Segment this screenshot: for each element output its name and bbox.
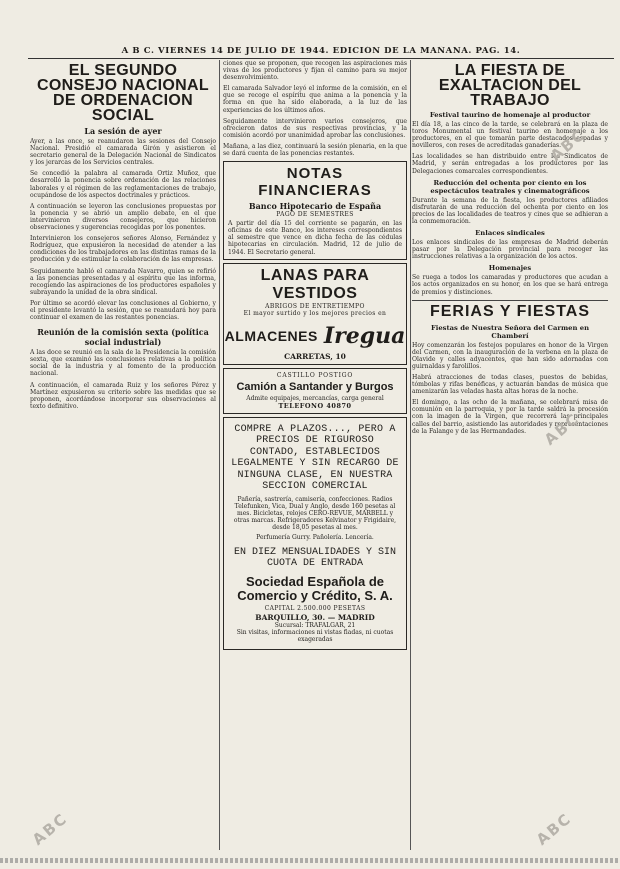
ad-text: A partir del día 15 del corriente se pagarán, en las oficinas de este Banco, los intereses correspondientes al semestre que vence en dicha fecha de las cédulas hipotecarias en circulación. Madrid, 12 de julio de 1944. El Secretario general. [228, 220, 402, 256]
column-divider [410, 60, 411, 850]
article-paragraph: Por último se acordó elevar las conclusiones al Gobierno, y el presidente levantó la sesión, que se reanudará hoy para continuar el examen de las restantes ponencias. [30, 299, 216, 322]
column-center [223, 60, 407, 850]
abc-watermark: ABC [546, 125, 590, 165]
article-paragraph: El camarada Salvador leyó el informe de la comisión, en el que se recoge el espíritu que anima a la ponencia y la forma en que ha sido elaborada, a la luz de las experiencias de los últimos años. [223, 85, 407, 114]
abc-watermark: ABC [532, 809, 576, 849]
article-subhead: Enlaces sindicales [475, 229, 545, 238]
article-paragraph: Seguidamente habló el camarada Navarro, quien se refirió a las ponencias presentadas y al espíritu que las informa, recogiendo las aspiraciones de los productores españoles y subrayando la unidad de la obra sindical. [30, 267, 216, 296]
article-paragraph: Seguidamente intervinieron varios consejeros, que ofrecieron datos de sus respectivas provincias, y la comisión acordó por unanimidad aprobar las conclusiones. [223, 117, 407, 139]
ad-title: NOTAS FINANCIERAS [258, 165, 372, 200]
section-headline: FERIAS Y FIESTAS [429, 302, 591, 320]
ad-text: Perfumería Gurry. Pañolería. Lencería. [256, 533, 374, 541]
article-paragraph: Mañana, a las diez, continuará la sesión plenaria, en la que se dará cuenta de las ponencias restantes. [223, 142, 407, 158]
header-rule [28, 58, 614, 59]
ad-brand-row [224, 322, 406, 349]
ad-company-name: Sociedad Española de Comercio y Crédito, S. A. [237, 573, 393, 603]
ad-brand-prefix: ALMACENES [224, 327, 318, 344]
article-headline: LA FIESTA DE EXALTACION DEL TRABAJO [438, 62, 582, 109]
ad-phone: TELEFONO 40870 [278, 401, 352, 410]
article-paragraph: Intervinieron los consejeros señores Alonso, Fernández y Rodríguez, que expusieron la necesidad de atender a las condiciones de los trabajadores en las distintas ramas de la producción y de estimular la colaboración de las empresas. [30, 235, 216, 264]
ad-headline: EN DIEZ MENSUALIDADES Y SIN CUOTA DE ENTRADA [233, 546, 397, 570]
article-subhead: Reducción del ochenta por ciento en los espectáculos teatrales y cinematográficos [430, 178, 590, 195]
article-paragraph: Las localidades se han distribuido entre los Sindicatos de Madrid, y serán entregadas a los productores por las Delegaciones comarcales correspondientes. [412, 153, 608, 175]
article-paragraph: El domingo, a las ocho de la mañana, se celebrará misa de comunión en la parroquia, y por la tarde saldrá la procesión con la imagen de la Virgen, que recorrerá las principales calles del barrio, asistiendo las autoridades y representaciones de la Falange y de las Hermandades. [412, 399, 608, 435]
article-paragraph: El día 18, a las cinco de la tarde, se celebrará en la plaza de toros Monumental un festival taurino en homenaje a los productores, en el que tomarán parte destacados espadas y novilleros, con reses de acreditadas ganaderías. [412, 121, 608, 150]
ad-address: CARRETAS, 10 [284, 351, 346, 361]
article-subhead: Fiestas de Nuestra Señora del Carmen en Chamberí [430, 323, 590, 340]
column-divider [219, 60, 220, 850]
article-paragraph: Ayer, a las once, se reanudaron las sesiones del Consejo Nacional. Presidió el camarada Girón y asistieron el secretario general de la Delegación Nacional de Sindicatos y los jerarcas de los Servicios centrales. [30, 138, 216, 167]
ad-headline: COMPRE A PLAZOS..., PERO A PRECIOS DE RIGUROSO CONTADO, ESTABLECIDOS LEGALMENTE Y SIN RECARGO DE NINGUNA CLASE, EN NUESTRA SECCION COMERCIAL [231, 423, 399, 493]
column-left [30, 60, 216, 850]
ad-title: LANAS PARA VESTIDOS [260, 266, 370, 302]
plazos-ad [223, 417, 407, 650]
ad-kicker: CASTILLO POSTIGO [276, 371, 354, 379]
ad-capital: CAPITAL 2.500.000 PESETAS [264, 604, 366, 612]
article-paragraph: Durante la semana de la fiesta, los productores afiliados disfrutarán de una reducción del ochenta por ciento en los precios de las localidades de teatros y cines que se adhieran a la conmemoración. [412, 196, 608, 225]
article-subhead: La sesión de ayer [84, 126, 162, 136]
article-paragraph: A las doce se reunió en la sala de la Presidencia la comisión sexta, que examinó las conclusiones relativas a la política social de la industria y al fomento de la producción nacional. [30, 349, 216, 378]
article-paragraph: Los enlaces sindicales de las empresas de Madrid deberán pasar por la Delegación provincial para recoger las instrucciones relativas a la organización de los actos. [412, 239, 608, 261]
abc-watermark: ABC [28, 809, 72, 849]
abc-watermark: ABC [540, 409, 584, 449]
ad-subtitle: El mayor surtido y los mejores precios en [243, 309, 387, 317]
ad-kicker: PAGO DE SEMESTRES [276, 211, 354, 219]
article-paragraph: Hoy comenzarán los festejos populares en honor de la Virgen del Carmen, con la inauguración de la verbena en la plaza de Olavide y calles adyacentes, que han sido adornadas con guirnaldas y farolillos. [412, 341, 608, 370]
article-paragraph: Se ruega a todos los camaradas y productores que acudan a los actos organizados en su honor, en los que se hará entrega de premios y distinciones. [412, 274, 608, 296]
article-paragraph: Se concedió la palabra al camarada Ortiz Muñoz, que desarrolló la ponencia sobre ordenación de las relaciones laborales y el régimen de las reglamentaciones de trabajo, ocupándose de los aspectos doctrinales y prácticos. [30, 170, 216, 199]
ad-text: Pañería, sastrería, camisería, confecciones. Radios Telefunken, Vica, Dual y Anglo, desde 160 pesetas al mes. Bicicletas, relojes CERO-REVUE, MARBELL y otras marcas. Refrigeradores Kelvinator y Frigidaire, desde 18,05 pesetas al mes. [233, 495, 397, 531]
scan-fold-line [0, 858, 620, 863]
page-header: A B C. VIERNES 14 DE JULIO DE 1944. EDICIÓN DE LA MAÑANA. PAG. 14. [121, 46, 521, 56]
ad-address: BARQUILLO, 30. — MADRID [255, 612, 375, 622]
ad-text: Admite equipajes, mercancías, carga general [246, 394, 384, 402]
article-subhead: Festival taurino de homenaje al productor [429, 111, 591, 119]
lanas-ad [223, 263, 407, 365]
notas-financieras-ad [223, 161, 407, 259]
article-subhead: Homenajes [488, 264, 532, 273]
ad-brand-logo: Iregua [323, 322, 406, 349]
article-paragraph: A continuación se leyeron las conclusiones propuestas por la ponencia y se abrió un amplio debate, en el que intervinieron diversos consejeros, que hicieron observaciones y sugerencias recogidas por los ponentes. [30, 202, 216, 232]
article-subhead: Reunión de la comisión sexta (política social industrial) [37, 327, 209, 348]
ad-subtitle: Banco Hipotecario de España [248, 201, 382, 212]
article-paragraph: A continuación, el camarada Ruiz y los señores Pérez y Martínez expusieron su criterio sobre las medidas que se proponen, acordándose incorporar sus observaciones al texto definitivo. [30, 381, 216, 410]
ad-title: Camión a Santander y Burgos [236, 380, 394, 393]
ad-branch: Sucursal: TRAFALGAR, 21 [274, 621, 356, 629]
section-rule [412, 300, 608, 301]
castillo-ad [223, 368, 407, 414]
article-headline: EL SEGUNDO CONSEJO NACIONAL DE ORDENACION SOCIAL [37, 62, 209, 124]
article-paragraph: ciones que se proponen, que recogen las aspiraciones más vivas de los productores y fijan el camino para su mejor desenvolvimiento. [223, 60, 407, 82]
ad-footnote: Sin visitas, informaciones ni vistas fiadas, ni cuotas exageradas [236, 628, 394, 643]
ad-subtitle: ABRIGOS DE ENTRETIEMPO [265, 302, 365, 310]
column-right [412, 60, 608, 850]
article-paragraph: Habrá atracciones de todas clases, puestos de bebidas, tómbolas y rifas benéficas, y actuarán bandas de música que amenizarán las veladas hasta altas horas de la noche. [412, 373, 608, 396]
